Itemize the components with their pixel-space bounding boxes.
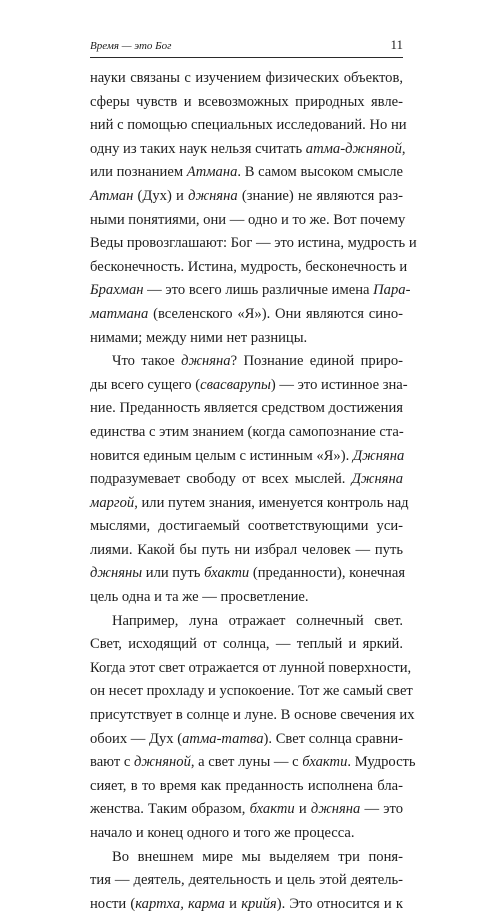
text-run: — это всего лишь различные имена bbox=[143, 282, 374, 299]
text-run: подразумевает свободу от всех мыслей. bbox=[90, 471, 352, 488]
text-run: (знание) не являются раз- bbox=[237, 187, 403, 204]
text-run: , или путем знания, именуется контроль над bbox=[134, 494, 409, 511]
italic-term: атма-татва bbox=[182, 730, 264, 747]
text-run: начало и конец одного и того же процесса. bbox=[90, 825, 355, 841]
text-line bbox=[90, 657, 412, 681]
text-run: ? Познание единой приро- bbox=[230, 353, 403, 370]
text-run: ). Это относится и к bbox=[276, 895, 403, 912]
italic-term: бхакти bbox=[204, 565, 250, 582]
italic-term: Атмана bbox=[186, 164, 238, 181]
text-run: Свет, исходящий от солнца, — теплый и яркий. bbox=[90, 636, 403, 653]
text-line bbox=[90, 421, 403, 445]
text-run: нимами; между ними нет разницы. bbox=[90, 329, 308, 346]
text-run: , bbox=[401, 140, 406, 157]
text-run: — это bbox=[360, 801, 403, 818]
text-run: обоих — Дух ( bbox=[90, 730, 183, 747]
text-run: Когда этот свет отражается от лунной поверхности, bbox=[90, 659, 412, 676]
text-run: Например, луна отражает солнечный свет. bbox=[112, 612, 403, 629]
text-run: женства. Таким образом, bbox=[90, 801, 250, 818]
italic-term: джняны bbox=[90, 565, 143, 582]
text-run: . В самом высоком смысле bbox=[237, 164, 403, 181]
text-line bbox=[90, 633, 403, 657]
italic-term: Брахман bbox=[90, 282, 144, 299]
italic-term: картха, карма bbox=[135, 895, 225, 912]
text-line bbox=[90, 468, 403, 492]
italic-term: джняной bbox=[134, 754, 191, 771]
text-line bbox=[90, 209, 406, 233]
italic-term: свасварупы bbox=[200, 376, 271, 393]
text-line bbox=[90, 775, 403, 799]
text-line bbox=[90, 161, 403, 185]
text-run: ние. Преданность является средством достижения bbox=[90, 400, 403, 417]
italic-term: крийя bbox=[241, 895, 277, 912]
text-run: присутствует в солнце и луне. В основе свечения их bbox=[90, 707, 415, 724]
text-line bbox=[90, 232, 417, 256]
text-line bbox=[90, 846, 403, 870]
italic-term: Атман bbox=[90, 187, 134, 204]
italic-term: Джняна bbox=[351, 471, 403, 488]
text-line bbox=[90, 751, 416, 775]
text-run: ний с помощью специальных исследований. Но ни bbox=[90, 117, 407, 134]
italic-term: джняна bbox=[188, 187, 238, 204]
text-line bbox=[90, 704, 415, 728]
text-run: ности ( bbox=[90, 895, 136, 912]
running-title: Время — это Бог bbox=[90, 40, 172, 52]
text-run: единства с этим знанием (когда самопознание ста- bbox=[90, 423, 404, 440]
text-line bbox=[90, 586, 403, 610]
italic-term: маргой bbox=[90, 494, 135, 511]
text-run: одну из таких наук нельзя считать bbox=[90, 140, 306, 157]
text-run: Что такое bbox=[112, 353, 182, 370]
text-run: (Дух) и bbox=[133, 187, 189, 204]
italic-term: атма-джняной bbox=[305, 140, 402, 157]
text-run: Во внешнем мире мы выделяем три поня- bbox=[112, 848, 403, 865]
text-line bbox=[90, 256, 408, 280]
text-line bbox=[90, 728, 403, 752]
text-line bbox=[90, 562, 406, 586]
text-run: мыслями, достигаемый соответствующими уси- bbox=[90, 518, 403, 535]
text-run: , а свет луны — с bbox=[190, 754, 303, 771]
text-line bbox=[90, 114, 407, 138]
italic-term: джняна bbox=[181, 353, 231, 370]
text-line bbox=[90, 67, 403, 91]
text-run: вают с bbox=[90, 754, 135, 771]
text-run: он несет прохладу и успокоение. Тот же самый свет bbox=[90, 683, 413, 700]
text-run: ) — это истинное зна- bbox=[270, 376, 408, 393]
text-line bbox=[90, 539, 403, 563]
text-line bbox=[90, 397, 403, 421]
text-run: Веды провозглашают: Бог — это истина, мудрость и bbox=[90, 235, 417, 252]
text-line bbox=[90, 303, 403, 327]
text-line bbox=[90, 445, 403, 469]
text-line bbox=[90, 374, 408, 398]
text-line bbox=[90, 869, 403, 893]
text-line bbox=[90, 327, 403, 351]
text-run: науки связаны с изучением физических объектов, bbox=[90, 70, 403, 86]
text-run: или познанием bbox=[90, 164, 187, 181]
italic-term: джняна bbox=[310, 801, 361, 818]
body-text bbox=[90, 67, 417, 916]
text-line bbox=[90, 185, 403, 209]
text-run: лиями. Какой бы путь ни избрал человек — путь bbox=[90, 541, 403, 558]
text-line bbox=[90, 680, 413, 704]
text-run: сферы чувств и всевозможных природных явле- bbox=[90, 93, 403, 110]
text-run: (преданности), конечная bbox=[249, 565, 406, 582]
italic-term: Джняна bbox=[352, 447, 405, 464]
text-run: цель одна и та же — просветление. bbox=[90, 589, 309, 606]
text-run: и bbox=[294, 801, 311, 818]
text-run: или путь bbox=[142, 565, 205, 582]
text-run: сияет, в то время как преданность исполнена бла- bbox=[90, 777, 403, 794]
text-run: и bbox=[224, 895, 242, 912]
text-line bbox=[90, 893, 403, 916]
text-run: новится единым целым с истинным «Я»). bbox=[90, 447, 353, 464]
text-line bbox=[90, 279, 411, 303]
text-line bbox=[90, 515, 403, 539]
text-line bbox=[90, 492, 409, 516]
text-run: тия — деятель, деятельность и цель этой деятель- bbox=[90, 872, 403, 889]
text-run: ными понятиями, они — одно и то же. Вот почему bbox=[90, 211, 406, 228]
text-line bbox=[90, 610, 403, 634]
text-line bbox=[90, 822, 403, 846]
text-line bbox=[90, 91, 403, 115]
italic-term: бхакти bbox=[302, 754, 348, 771]
text-line bbox=[90, 350, 403, 374]
text-line bbox=[90, 798, 403, 822]
italic-term: матмана bbox=[90, 305, 149, 322]
page-header bbox=[90, 39, 403, 58]
text-line bbox=[90, 138, 406, 162]
text-run: бесконечность. Истина, мудрость, бесконечность и bbox=[90, 258, 408, 275]
page-number: 11 bbox=[390, 37, 403, 52]
text-run: (вселенского «Я»). Они являются сино- bbox=[148, 305, 403, 322]
text-run: . Мудрость bbox=[347, 754, 416, 771]
italic-term: бхакти bbox=[249, 801, 295, 818]
text-run: ды всего сущего ( bbox=[90, 376, 201, 393]
text-run: ). Свет солнца сравни- bbox=[263, 730, 404, 747]
italic-term: Пара- bbox=[373, 282, 411, 299]
